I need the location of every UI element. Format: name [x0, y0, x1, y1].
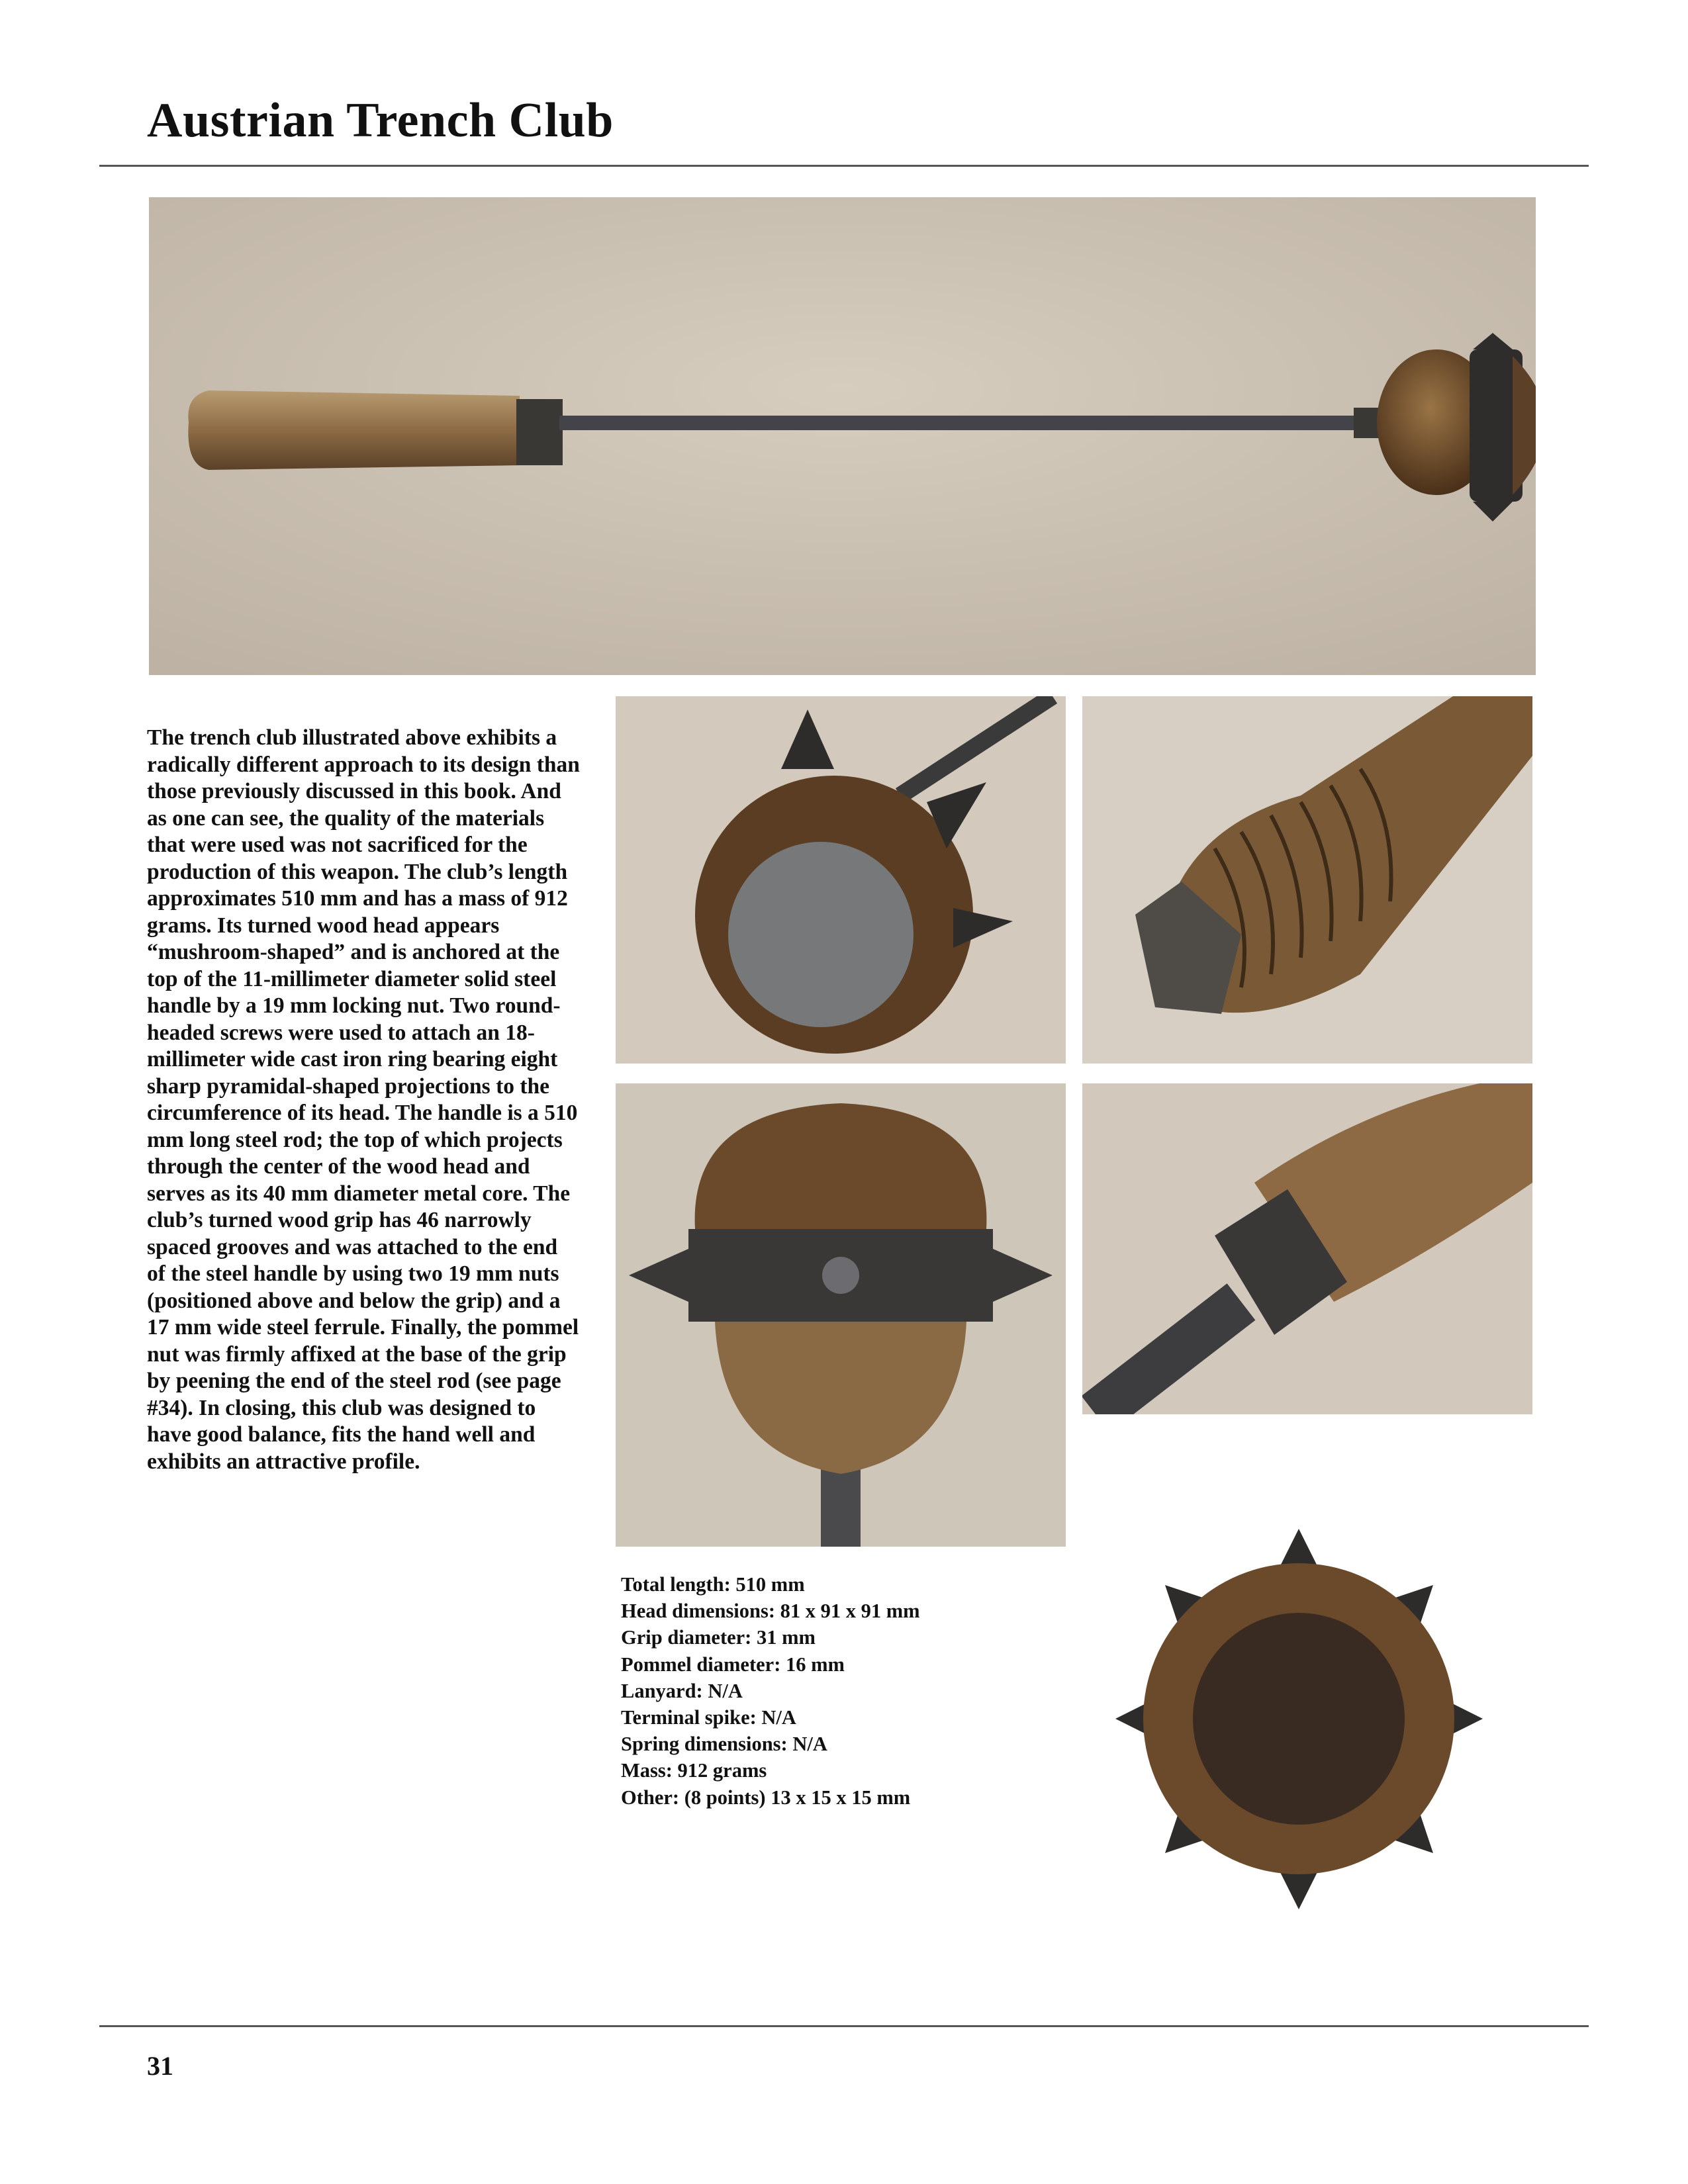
- head-front-photo: [616, 1083, 1066, 1547]
- head-side-photo: [616, 696, 1066, 1064]
- head-top-photo: [1112, 1525, 1486, 1913]
- spec-spring-dimensions: Spring dimensions: N/A: [621, 1733, 827, 1756]
- spec-terminal-spike: Terminal spike: N/A: [621, 1706, 796, 1729]
- spec-mass: Mass: 912 grams: [621, 1759, 767, 1782]
- page-title: Austrian Trench Club: [147, 93, 614, 148]
- spec-pommel-diameter: Pommel diameter: 16 mm: [621, 1653, 845, 1676]
- top-rule: [99, 165, 1589, 167]
- spec-other: Other: (8 points) 13 x 15 x 15 mm: [621, 1786, 911, 1809]
- grip-end-photo: [1082, 696, 1532, 1064]
- spec-grip-diameter: Grip diameter: 31 mm: [621, 1626, 816, 1649]
- ferrule-photo: [1082, 1083, 1532, 1414]
- spec-lanyard: Lanyard: N/A: [621, 1679, 743, 1702]
- spec-total-length: Total length: 510 mm: [621, 1573, 805, 1596]
- page-number: 31: [147, 2051, 173, 2081]
- body-text: The trench club illustrated above exhibits a radically different approach to its design than those previously discussed in this book. And as one can see, the quality of the materials that were used was not sacrificed for the production of this weapon. The club’s length approximates 510 mm and has a mass of 912 grams. Its turned wood head appears “mushroom-shaped” and is anchored at the top of the 11-millimeter diameter solid steel handle by a 19 mm locking nut. Two round-headed screws were used to attach an 18-millimeter wide cast iron ring bearing eight sharp pyramidal-shaped projections to the circumference of its head. The handle is a 510 mm long steel rod; the top of which projects through the center of the wood head and serves as its 40 mm diameter metal core. The club’s turned wood grip has 46 narrowly spaced grooves and was attached to the end of the steel handle by using two 19 mm nuts (positioned above and below the grip) and a 17 mm wide steel ferrule. Finally, the pommel nut was firmly affixed at the base of the grip by peening the end of the steel rod (see page #34). In closing, this club was designed to have good balance, fits the hand well and exhibits an attractive profile.: [147, 725, 580, 1474]
- specifications-list: [621, 1571, 1018, 1811]
- full-club-photo: [149, 197, 1536, 675]
- bottom-rule: [99, 2025, 1589, 2027]
- spec-head-dimensions: Head dimensions: 81 x 91 x 91 mm: [621, 1600, 920, 1623]
